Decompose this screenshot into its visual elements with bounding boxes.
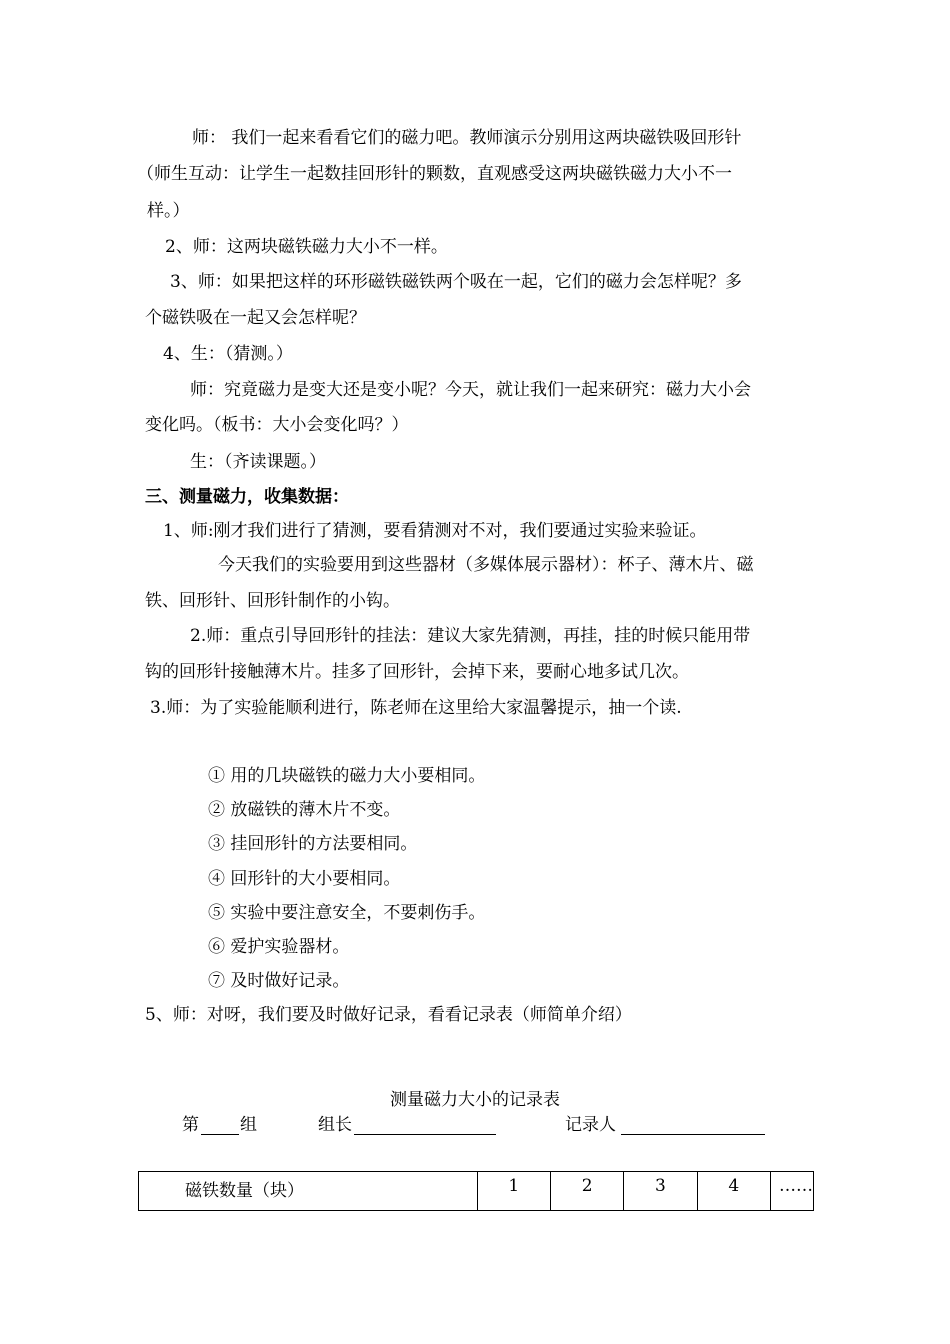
paragraph-line: 3、师：如果把这样的环形磁铁磁铁两个吸在一起，它们的磁力会怎样呢？多 [170,272,742,292]
paragraph-line: 师：究竟磁力是变大还是变小呢？今天，就让我们一起来研究：磁力大小会 [190,380,751,400]
paragraph-line: （师生互动：让学生一起数挂回形针的颗数，直观感受这两块磁铁磁力大小不一 [137,164,732,184]
paragraph-line: 个磁铁吸在一起又会怎样呢？ [145,308,366,328]
table-cell: 4 [697,1172,770,1211]
table-row [139,1172,814,1211]
paragraph-line: 2、师：这两块磁铁磁力大小不一样。 [165,237,448,257]
section-heading: 三、测量磁力，收集数据： [145,487,349,507]
paragraph-line: 1、师:刚才我们进行了猜测，要看猜测对不对，我们要通过实验来验证。 [163,521,707,541]
paragraph-line: 4、生：（猜测。） [163,344,293,364]
record-table-title: 测量磁力大小的记录表 [390,1090,560,1110]
recorder-label: 记录人 [565,1115,616,1135]
paragraph-line: 生：（齐读课题。） [190,452,326,472]
table-cell: 1 [477,1172,550,1211]
tip-item: ① 用的几块磁铁的磁力大小要相同。 [208,766,486,786]
tip-item: ⑤ 实验中要注意安全，不要刺伤手。 [208,903,486,923]
row-label-cell: 磁铁数量（块） [139,1172,478,1211]
table-cell: 3 [624,1172,697,1211]
paragraph-line: 样。） [147,201,190,221]
group-suffix-label: 组 [240,1115,257,1135]
paragraph-line: 5、师：对呀，我们要及时做好记录，看看记录表（师简单介绍） [145,1005,632,1025]
leader-blank[interactable] [354,1134,496,1135]
tip-item: ⑥ 爱护实验器材。 [208,937,350,957]
paragraph-line: 变化吗。（板书：大小会变化吗？） [145,415,409,435]
paragraph-line: 铁、回形针、回形针制作的小钩。 [145,591,400,611]
table-cell: …… [771,1172,814,1211]
paragraph-line: 钩的回形针接触薄木片。挂多了回形针，会掉下来，要耐心地多试几次。 [145,662,689,682]
paragraph-line: 2.师：重点引导回形针的挂法：建议大家先猜测，再挂，挂的时候只能用带 [190,626,751,646]
tip-item: ④ 回形针的大小要相同。 [208,869,401,889]
recorder-blank[interactable] [621,1134,765,1135]
table-cell: 2 [550,1172,623,1211]
paragraph-line: 3.师：为了实验能顺利进行，陈老师在这里给大家温馨提示，抽一个读. [150,698,682,718]
record-table [138,1171,814,1211]
tip-item: ③ 挂回形针的方法要相同。 [208,834,418,854]
tip-item: ② 放磁铁的薄木片不变。 [208,800,401,820]
paragraph-line: 师： 我们一起来看看它们的磁力吧。教师演示分别用这两块磁铁吸回形针 [192,128,742,148]
group-number-blank[interactable] [201,1134,239,1135]
tip-item: ⑦ 及时做好记录。 [208,971,350,991]
group-prefix-label: 第 [182,1115,199,1135]
leader-label: 组长 [318,1115,352,1135]
paragraph-line: 今天我们的实验要用到这些器材（多媒体展示器材）：杯子、薄木片、磁 [218,555,754,575]
